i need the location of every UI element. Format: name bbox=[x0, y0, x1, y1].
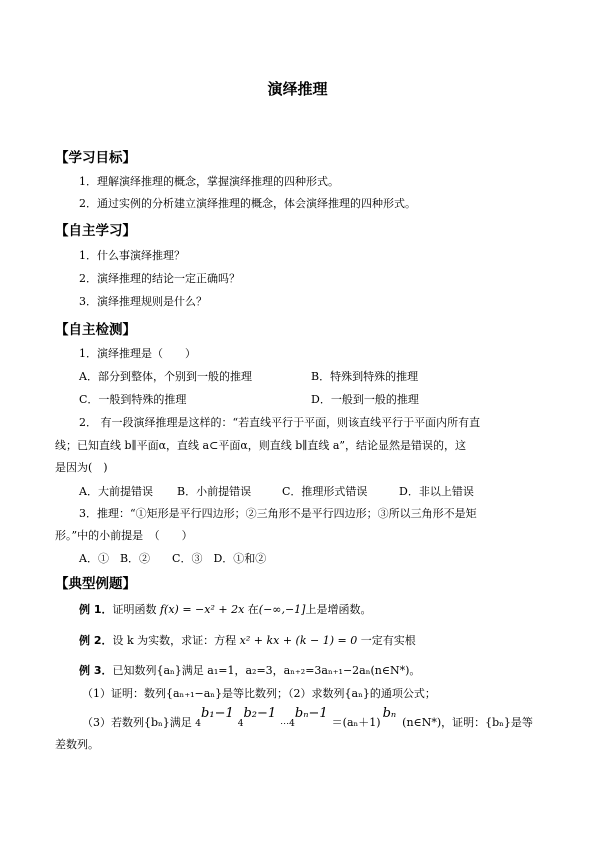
goal-item-2: 2．通过实例的分析建立演绎推理的概念，体会演绎推理的四种形式。 bbox=[79, 197, 416, 210]
example-3-line-3-post: (n∈N*)，证明：{bₙ}是等 bbox=[402, 716, 533, 729]
example-3-line-1 bbox=[79, 664, 420, 678]
q1-option-c: C．一般到特殊的推理 bbox=[79, 393, 187, 406]
q1-stem: 1．演绎推理是（ ） bbox=[79, 347, 196, 360]
q2-line-2: 线；已知直线 b∥平面α，直线 a⊂平面α，则直线 b∥直线 a”，结论显然是错误的，这 bbox=[55, 439, 467, 452]
example-2-label: 例 2． bbox=[79, 634, 113, 647]
example-3-line-4: 差数列。 bbox=[55, 738, 99, 751]
q2-line-1: 2． 有一段演绎推理是这样的：“若直线平行于平面，则该直线平行于平面内所有直 bbox=[79, 416, 481, 429]
q1-option-b: B．特殊到特殊的推理 bbox=[311, 370, 419, 383]
self-study-item-1: 1．什么事演绎推理？ bbox=[79, 249, 185, 262]
heading-learning-goals: 【学习目标】 bbox=[55, 150, 136, 166]
example-1-label: 例 1． bbox=[79, 603, 113, 616]
example-2-pre: 设 k 为实数，求证：方程 bbox=[112, 634, 240, 647]
q2-option-b: B．小前提错误 bbox=[177, 485, 252, 498]
q3-line-1: 3．推理：“①矩形是平行四边形；②三角形不是平行四边形；③所以三角形不是矩 bbox=[79, 507, 477, 520]
example-2-formula: x² + kx + (k − 1) = 0 bbox=[239, 634, 358, 647]
q2-option-c: C．推理形式错误 bbox=[282, 485, 368, 498]
example-1-pre: 证明函数 bbox=[112, 603, 160, 616]
example-2 bbox=[79, 634, 416, 648]
example-1 bbox=[79, 603, 371, 617]
example-1-mid: 在 bbox=[244, 603, 259, 616]
example-3-label: 例 3． bbox=[79, 664, 113, 677]
document-title: 演绎推理 bbox=[267, 80, 328, 98]
q2-line-3: 是因为( ) bbox=[55, 461, 108, 474]
example-3-line-3: （3）若数列{bₙ}满足 4b₁−14b₂−1⋯4bₙ−1＝(aₙ＋1)bₙ(n∈N*)，证明：{bₙ}是等 bbox=[82, 706, 533, 729]
example-3-base-4: 4 bbox=[195, 719, 202, 729]
example-1-formula: f(x) = −x² + 2x bbox=[159, 603, 245, 616]
heading-self-study: 【自主学习】 bbox=[55, 223, 136, 239]
q3-options: A．① B．② C．③ D．①和② bbox=[79, 552, 267, 565]
self-study-item-3: 3．演绎推理规则是什么？ bbox=[79, 295, 207, 308]
q1-option-d: D．一般到一般的推理 bbox=[311, 393, 419, 406]
example-3-exp-n: bₙ−1 bbox=[294, 706, 328, 721]
example-3-line-2: （1）证明：数列{aₙ₊₁−aₙ}是等比数列；（2）求数列{aₙ}的通项公式； bbox=[82, 687, 436, 700]
example-3-stem: 已知数列{aₙ}满足 a₁=1，a₂=3，aₙ₊₂=3aₙ₊₁−2aₙ(n∈N*)。 bbox=[112, 664, 421, 677]
example-3-exp-1: b₁−1 bbox=[201, 706, 234, 721]
q2-option-d: D．非以上错误 bbox=[399, 485, 474, 498]
example-1-post: 上是增函数。 bbox=[305, 603, 372, 616]
example-2-post: 一定有实根 bbox=[357, 634, 416, 647]
q2-option-a: A．大前提错误 bbox=[79, 485, 153, 498]
example-3-line-3-pre: （3）若数列{bₙ}满足 bbox=[82, 716, 196, 729]
q1-option-a: A．部分到整体，个别到一般的推理 bbox=[79, 370, 252, 383]
q3-line-2: 形。”中的小前提是 （ ） bbox=[55, 529, 193, 542]
example-3-dots: ⋯4 bbox=[280, 719, 295, 729]
example-3-exp-b: bₙ bbox=[382, 706, 397, 721]
heading-examples: 【典型例题】 bbox=[55, 576, 136, 592]
heading-self-test: 【自主检测】 bbox=[55, 322, 136, 338]
example-1-interval: (−∞,−1] bbox=[258, 603, 306, 616]
goal-item-1: 1．理解演绎推理的概念，掌握演绎推理的四种形式。 bbox=[79, 175, 339, 188]
self-study-item-2: 2．演绎推理的结论一定正确吗？ bbox=[79, 272, 240, 285]
example-3-exp-2: b₂−1 bbox=[243, 706, 277, 721]
example-3-eq: ＝(aₙ＋1) bbox=[331, 716, 381, 729]
